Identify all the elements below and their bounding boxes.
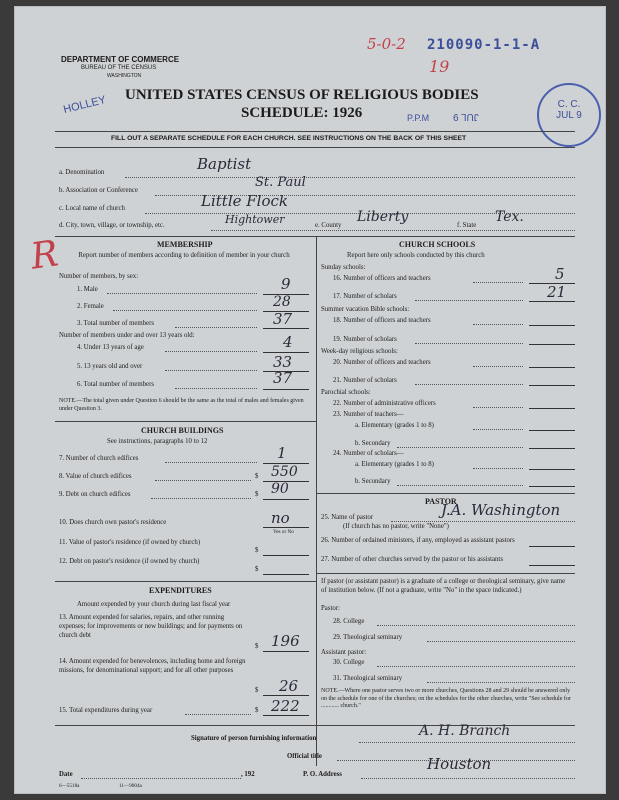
q14-label: 14. Amount expended for benevolences, including home and foreign missions, for denominational support; and for all other purposes: [59, 658, 246, 674]
q16-label: 16. Number of officers and teachers: [333, 275, 431, 282]
schools-heading: CHURCH SCHOOLS: [399, 240, 476, 249]
q6-label: 6. Total number of members: [77, 381, 154, 388]
serial-number: 210090-1-1-A: [427, 37, 541, 53]
q5-value[interactable]: 33: [273, 353, 293, 371]
graduate-note: If pastor (or assistant pastor) is a graduate of a college or theological seminary, give name of institution below. (If not a graduate, write "No" in the space indicated.): [321, 578, 566, 594]
q24b-label: b. Secondary: [355, 478, 391, 485]
q14-dollar: $: [255, 687, 259, 694]
red-number: 19: [429, 57, 450, 76]
q25-hint: (If church has no pastor, write "None"): [343, 523, 449, 530]
q13-value[interactable]: 196: [271, 632, 300, 650]
city-value[interactable]: Hightower: [225, 213, 285, 226]
by-sex-label: Number of members, by sex:: [59, 273, 139, 280]
q15-value[interactable]: 222: [271, 697, 300, 715]
county-value[interactable]: Liberty: [357, 209, 409, 225]
po-address-label: P. O. Address: [303, 771, 342, 778]
q9-dollar: $: [255, 491, 259, 498]
buildings-heading: CHURCH BUILDINGS: [141, 426, 224, 435]
print-number: 11—9004a: [119, 783, 142, 789]
pastor-name-value[interactable]: J.A. Washington: [441, 501, 561, 519]
q30-label: 30. College: [333, 659, 365, 666]
local-name-value[interactable]: Little Flock: [201, 192, 288, 210]
membership-intro: Report number of members according to definition of member in your church: [78, 252, 290, 259]
q22-label: 22. Number of administrative officers: [333, 400, 436, 407]
seal-cc: C. C.: [557, 99, 581, 110]
q10-hint: Yes or No: [273, 529, 294, 535]
pastor-note: NOTE.—Where one pastor serves two or more churches, Questions 28 and 29 should be answered only on the schedule for one of the churches; on the schedules for the other churches, write "See schedule for ............ church.": [321, 688, 571, 709]
sunday-label: Sunday schools:: [321, 264, 366, 271]
q12-dollar: $: [255, 566, 259, 573]
q20-label: 20. Number of officers and teachers: [333, 359, 431, 366]
q1-label: 1. Male: [77, 286, 98, 293]
association-label: b. Association or Conference: [59, 187, 138, 194]
q16-value[interactable]: 5: [555, 265, 565, 283]
q15-dollar: $: [255, 707, 259, 714]
city-label: d. City, town, village, or township, etc.: [59, 222, 165, 229]
pastor-heading: PASTOR: [425, 497, 457, 506]
q31-label: 31. Theological seminary: [333, 675, 403, 682]
membership-note: NOTE.—The total given under Question 6 should be the same as the total of males and females given under Question 3.: [59, 398, 304, 412]
q14-value[interactable]: 26: [279, 677, 299, 695]
po-address-value[interactable]: Houston: [427, 755, 492, 773]
q2-label: 2. Female: [77, 303, 104, 310]
denomination-label: a. Denomination: [59, 169, 105, 176]
q13-label: 13. Amount expended for salaries, repairs, and other running expenses; for improvements or new buildings; and for payments on church debt: [59, 614, 243, 639]
q8-label: 8. Value of church edifices: [59, 473, 132, 480]
q1-value[interactable]: 9: [281, 275, 291, 293]
q3-label: 3. Total number of members: [77, 320, 154, 327]
q8-value[interactable]: 550: [271, 464, 298, 480]
date-label: Date: [59, 771, 73, 778]
parochial-label: Parochial schools:: [321, 389, 371, 396]
q26-label: 26. Number of ordained ministers, if any, employed as assistant pastors: [321, 537, 515, 544]
expenditures-intro: Amount expended by your church during last fiscal year: [77, 601, 231, 608]
signature-label: Signature of person furnishing information: [191, 735, 317, 742]
expenditures-heading: EXPENDITURES: [149, 586, 212, 595]
pastor-sub-label: Pastor:: [321, 605, 340, 612]
q9-label: 9. Debt on church edifices: [59, 491, 131, 498]
q29-label: 29. Theological seminary: [333, 634, 403, 641]
q28-label: 28. College: [333, 618, 365, 625]
q17-value[interactable]: 21: [547, 283, 567, 301]
q11-label: 11. Value of pastor's residence (if owned by church): [59, 539, 201, 546]
q24-label: 24. Number of scholars—: [333, 450, 404, 457]
pm-note: P.P.M: [407, 113, 430, 123]
signature-value[interactable]: A. H. Branch: [419, 723, 511, 739]
q4-label: 4. Under 13 years of age: [77, 344, 144, 351]
q27-label: 27. Number of other churches served by the pastor or his assistants: [321, 556, 503, 563]
received-seal: [537, 83, 601, 147]
year-suffix: , 192: [241, 771, 255, 778]
association-value[interactable]: St. Paul: [255, 175, 306, 190]
assistant-label: Assistant pastor:: [321, 649, 367, 656]
q3-value[interactable]: 37: [273, 310, 293, 328]
holley-stamp: HOLLEY: [62, 93, 108, 117]
q7-value[interactable]: 1: [277, 444, 287, 462]
summer-label: Summer vacation Bible schools:: [321, 306, 410, 313]
q18-label: 18. Number of officers and teachers: [333, 317, 431, 324]
q5-label: 5. 13 years old and over: [77, 363, 143, 370]
form-title: UNITED STATES CENSUS OF RELIGIOUS BODIES: [125, 87, 479, 103]
local-name-label: c. Local name of church: [59, 205, 125, 212]
schools-intro: Report here only schools conducted by this church: [347, 252, 485, 259]
q23a-label: a. Elementary (grades 1 to 8): [355, 422, 434, 429]
q9-value[interactable]: 90: [271, 481, 289, 497]
q23-label: 23. Number of teachers—: [333, 411, 404, 418]
county-label: e. County: [315, 222, 342, 229]
q25-label: 25. Name of pastor: [321, 514, 374, 521]
q6-value[interactable]: 37: [273, 369, 293, 387]
q10-value[interactable]: no: [271, 509, 290, 527]
census-schedule-page: [14, 6, 606, 794]
bureau: BUREAU OF THE CENSUS: [81, 65, 157, 71]
q11-dollar: $: [255, 547, 259, 554]
buildings-intro: See instructions, paragraphs 10 to 12: [107, 438, 208, 445]
state-label: f. State: [457, 222, 477, 229]
department: DEPARTMENT OF COMMERCE: [61, 55, 180, 64]
q17-label: 17. Number of scholars: [333, 293, 397, 300]
denomination-value[interactable]: Baptist: [197, 155, 252, 173]
weekday-label: Week-day religious schools:: [321, 348, 398, 355]
form-number: 6—5518a: [59, 783, 80, 789]
seal-date: JUL 9: [556, 110, 582, 121]
date-stamp: JUL 9: [453, 111, 479, 122]
q23b-label: b. Secondary: [355, 440, 391, 447]
q8-dollar: $: [255, 473, 259, 480]
q21-label: 21. Number of scholars: [333, 377, 397, 384]
official-title-label: Official title: [287, 753, 322, 760]
q4-value[interactable]: 4: [283, 333, 293, 351]
age-intro: Number of members under and over 13 years old:: [59, 332, 195, 339]
q15-label: 15. Total expenditures during year: [59, 707, 153, 714]
city: WASHINGTON: [107, 73, 142, 79]
q10-label: 10. Does church own pastor's residence: [59, 519, 167, 526]
red-r-mark: R: [28, 233, 61, 278]
state-value[interactable]: Tex.: [495, 209, 524, 225]
q13-dollar: $: [255, 643, 259, 650]
q24a-label: a. Elementary (grades 1 to 8): [355, 461, 434, 468]
q2-value[interactable]: 28: [273, 294, 291, 310]
form-subtitle: SCHEDULE: 1926: [241, 105, 363, 121]
instructions-banner: FILL OUT A SEPARATE SCHEDULE FOR EACH CHURCH. SEE INSTRUCTIONS ON THE BACK OF THIS SHEET: [111, 135, 467, 142]
membership-heading: MEMBERSHIP: [157, 240, 213, 249]
q7-label: 7. Number of church edifices: [59, 455, 139, 462]
red-note: 5-0-2: [367, 35, 406, 53]
q12-label: 12. Debt on pastor's residence (if owned by church): [59, 558, 200, 565]
q19-label: 19. Number of scholars: [333, 336, 397, 343]
